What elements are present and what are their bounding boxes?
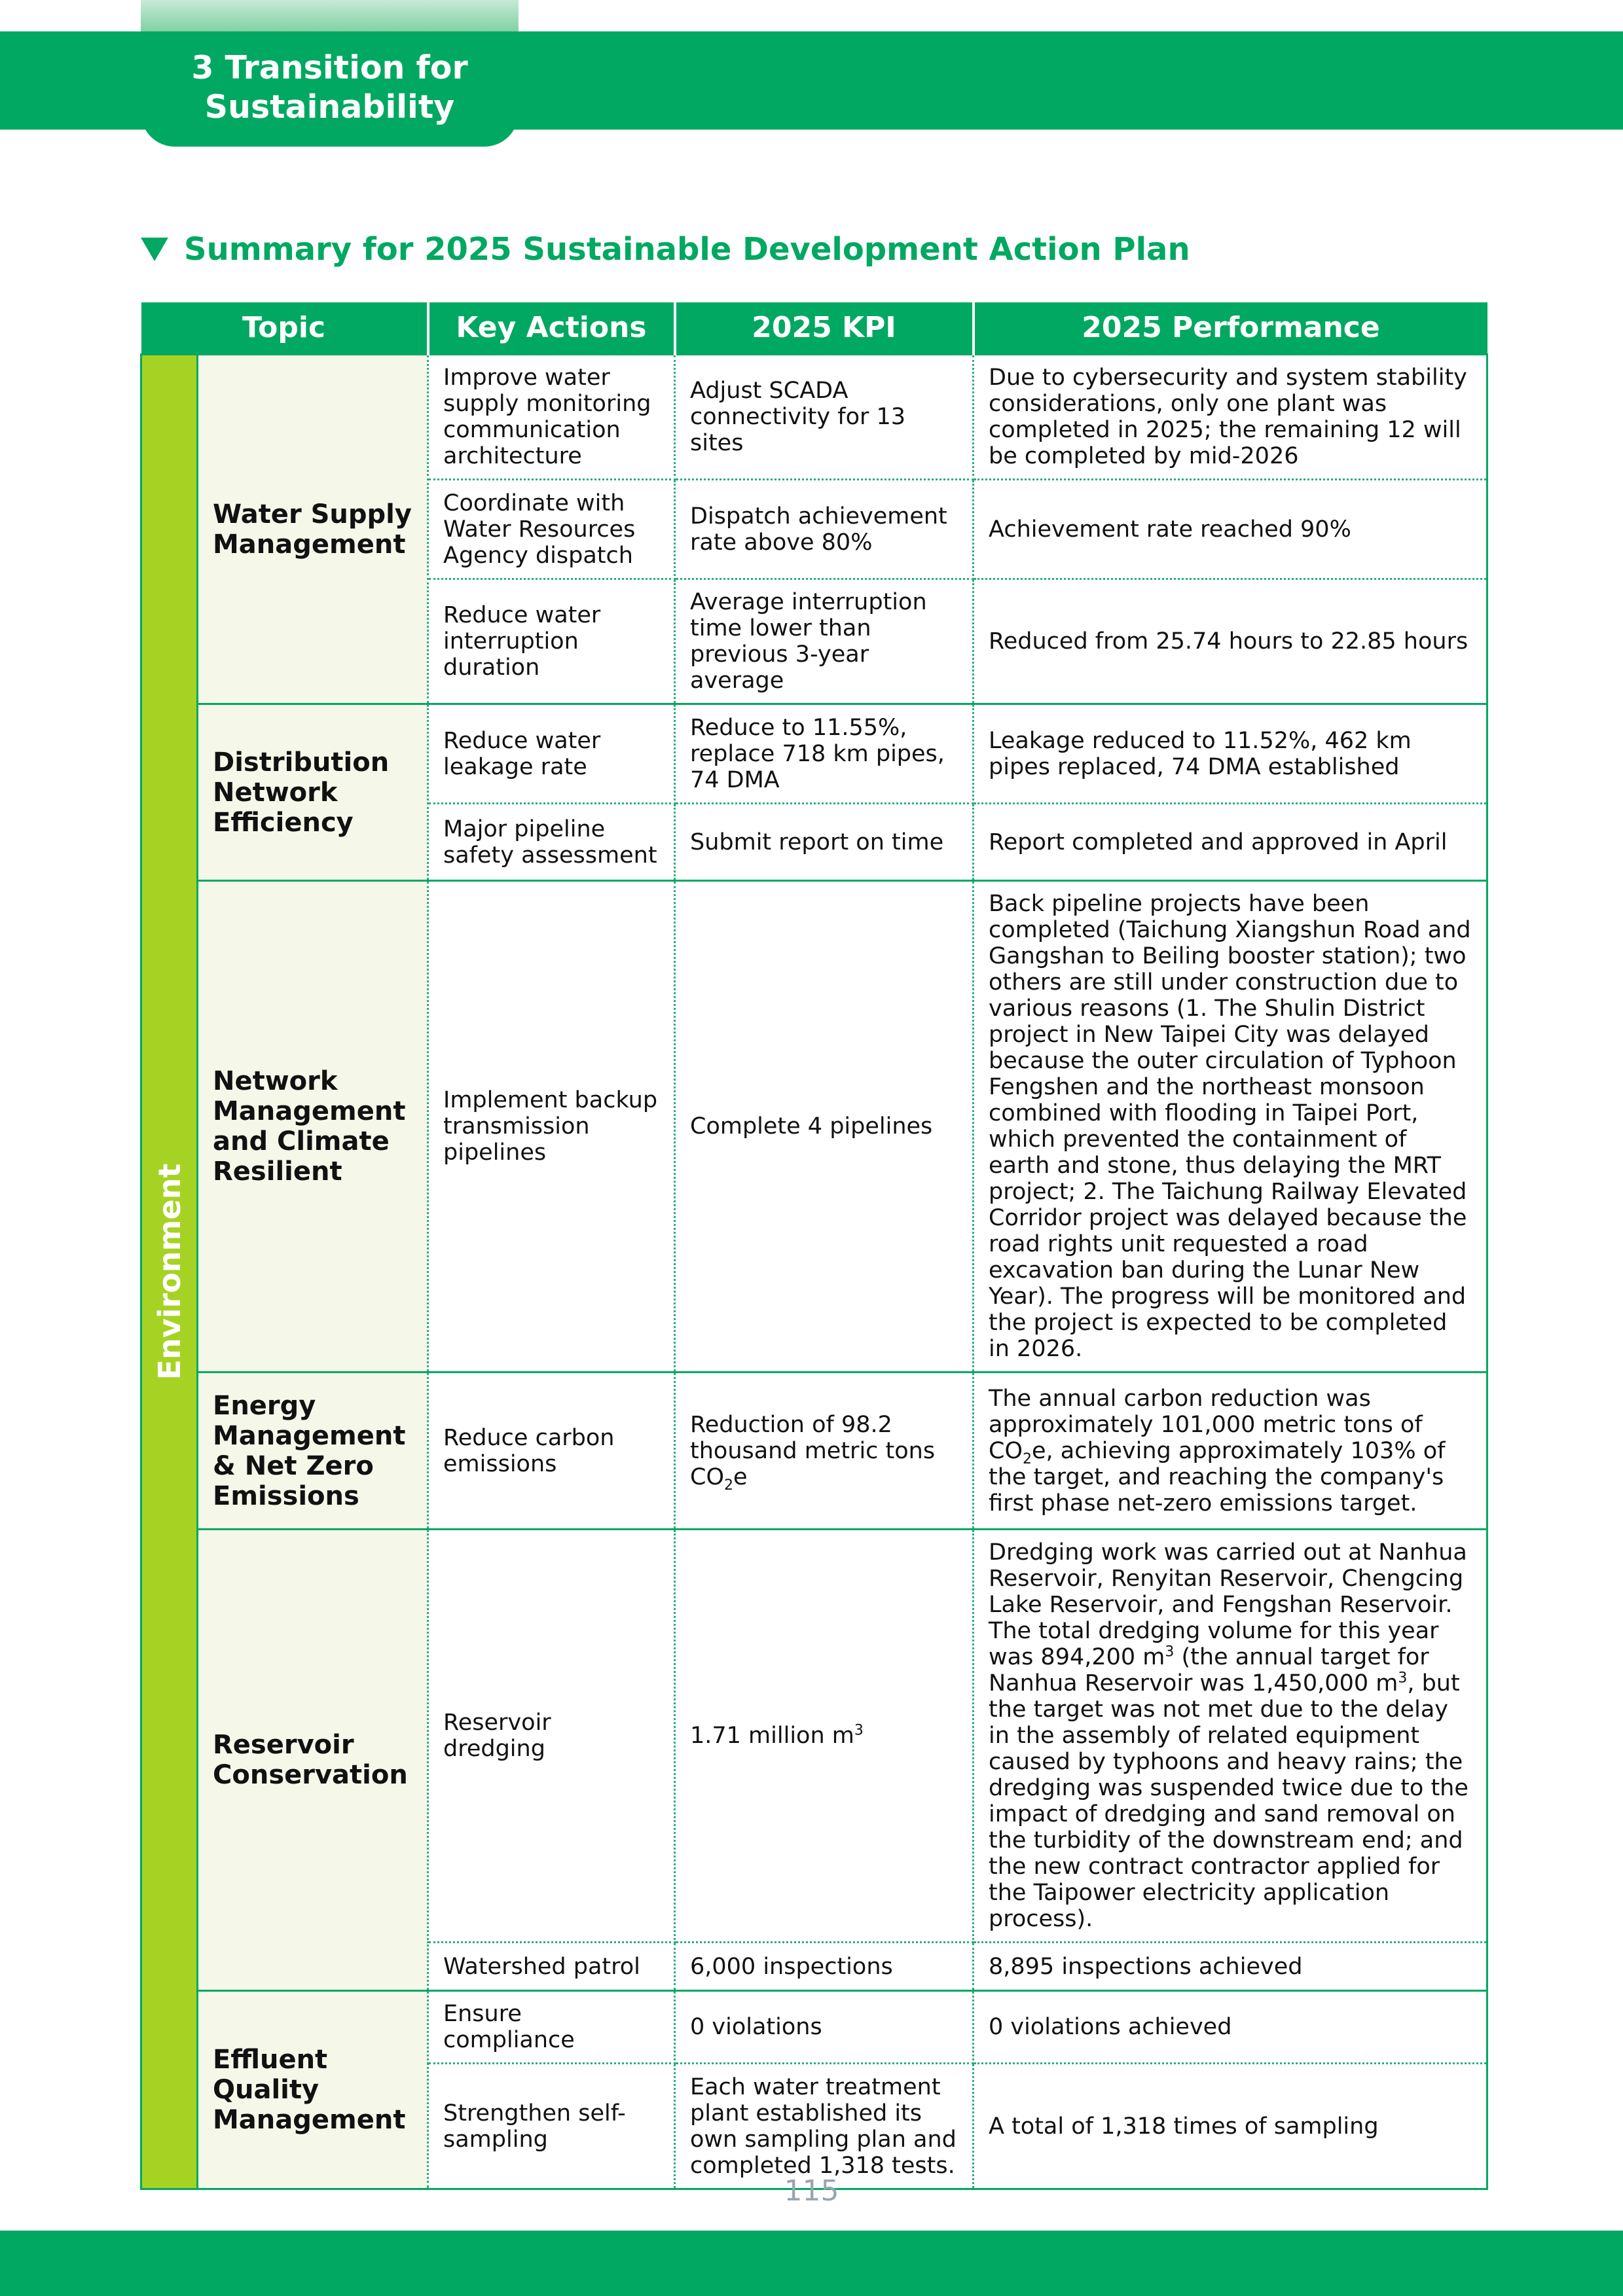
key-action-cell: Major pipeline safety assessment xyxy=(428,804,675,881)
performance-cell: Report completed and approved in April xyxy=(974,804,1487,881)
key-action-cell: Reduce water interruption duration xyxy=(428,579,675,704)
heading-text: Summary for 2025 Sustainable Development Action Plan xyxy=(184,231,1190,268)
kpi-cell: Dispatch achievement rate above 80% xyxy=(675,480,974,579)
category-label: Environment xyxy=(151,1163,187,1380)
table-row xyxy=(141,355,1487,480)
key-action-cell: Strengthen self-sampling xyxy=(428,2064,675,2189)
column-header-key-actions: Key Actions xyxy=(428,302,675,355)
action-plan-table xyxy=(140,302,1488,2190)
topic-energy-management: Energy Management & Net Zero Emissions xyxy=(198,1372,428,1530)
key-action-cell: Implement backup transmission pipelines xyxy=(428,881,675,1372)
performance-cell: Back pipeline projects have been completed (Taichung Xiangshun Road and Gangshan to Beiling booster station); two others are still under construction due to various reasons (1. The Shulin District project in New Taipei City was delayed because the outer circulation of Typhoon Fengshen and the northeast monsoon combined with flooding in Taipei Port, which prevented the containment of earth and stone, thus delaying the MRT project; 2. The Taichung Railway Elevated Corridor project was delayed because the road rights unit requested a road excavation ban during the Lunar New Year). The progress will be monitored and the project is expected to be completed in 2026. xyxy=(974,881,1487,1372)
section-tab xyxy=(141,31,519,147)
footer-band xyxy=(0,2231,1623,2296)
kpi-cell: Adjust SCADA connectivity for 13 sites xyxy=(675,355,974,480)
performance-cell: A total of 1,318 times of sampling xyxy=(974,2064,1487,2189)
column-header-kpi: 2025 KPI xyxy=(675,302,974,355)
performance-cell: Leakage reduced to 11.52%, 462 km pipes replaced, 74 DMA established xyxy=(974,704,1487,804)
section-title: 3 Transition for Sustainability xyxy=(191,49,468,126)
performance-cell: 8,895 inspections achieved xyxy=(974,1943,1487,1991)
table-row xyxy=(141,881,1487,1372)
kpi-cell: Complete 4 pipelines xyxy=(675,881,974,1372)
performance-cell: Achievement rate reached 90% xyxy=(974,480,1487,579)
category-cell-environment xyxy=(141,355,198,2189)
table-row xyxy=(141,1991,1487,2064)
kpi-cell: Reduction of 98.2 thousand metric tons $CO_2e$ xyxy=(675,1372,974,1530)
performance-cell: The annual carbon reduction was approximately 101,000 metric tons of $CO_2e$, achieving approximately 103% of the target, and reaching the company's first phase net-zero emissions target. xyxy=(974,1372,1487,1530)
kpi-cell: Submit report on time xyxy=(675,804,974,881)
kpi-cell: Reduce to 11.55%, replace 718 km pipes, 74 DMA xyxy=(675,704,974,804)
key-action-cell: Reservoir dredging xyxy=(428,1530,675,1943)
triangle-down-icon xyxy=(141,238,168,261)
column-header-topic: Topic xyxy=(141,302,428,355)
table-row xyxy=(141,704,1487,804)
topic-network-management: Network Management and Climate Resilient xyxy=(198,881,428,1372)
kpi-cell: Average interruption time lower than previous 3-year average xyxy=(675,579,974,704)
performance-cell: Dredging work was carried out at Nanhua Reservoir, Renyitan Reservoir, Chengcing Lake Reservoir, and Fengshan Reservoir. The total dredging volume for this year was 894,200 $m^3$ (the annual target for Nanhua Reservoir was 1,450,000 $m^3$, but the target was not met due to the delay in the assembly of related equipment caused by typhoons and heavy rains; the dredging was suspended twice due to the impact of dredging and sand removal on the turbidity of the downstream end; and the new contract contractor applied for the Taipower electricity application process). xyxy=(974,1530,1487,1943)
key-action-cell: Ensure compliance xyxy=(428,1991,675,2064)
key-action-cell: Reduce carbon emissions xyxy=(428,1372,675,1530)
key-action-cell: Watershed patrol xyxy=(428,1943,675,1991)
table-row xyxy=(141,1372,1487,1530)
section-heading xyxy=(141,226,1190,272)
topic-reservoir-conservation: Reservoir Conservation xyxy=(198,1530,428,1991)
performance-cell: Reduced from 25.74 hours to 22.85 hours xyxy=(974,579,1487,704)
topic-distribution-network: Distribution Network Efficiency xyxy=(198,704,428,881)
key-action-cell: Coordinate with Water Resources Agency dispatch xyxy=(428,480,675,579)
page-number: 115 xyxy=(784,2174,839,2208)
kpi-cell: Each water treatment plant established its own sampling plan and completed 1,318 tests. xyxy=(675,2064,974,2189)
kpi-cell: 0 violations xyxy=(675,1991,974,2064)
table-row xyxy=(141,1530,1487,1943)
key-action-cell: Reduce water leakage rate xyxy=(428,704,675,804)
performance-cell: 0 violations achieved xyxy=(974,1991,1487,2064)
table-header-row xyxy=(141,302,1487,355)
performance-cell: Due to cybersecurity and system stability considerations, only one plant was completed in 2025; the remaining 12 will be completed by mid-2026 xyxy=(974,355,1487,480)
kpi-cell: 1.71 million $m^3$ xyxy=(675,1530,974,1943)
topic-effluent-quality: Effluent Quality Management xyxy=(198,1991,428,2189)
column-header-performance: 2025 Performance xyxy=(974,302,1487,355)
key-action-cell: Improve water supply monitoring communication architecture xyxy=(428,355,675,480)
header-tab-highlight xyxy=(141,0,519,33)
topic-water-supply: Water Supply Management xyxy=(198,355,428,704)
kpi-cell: 6,000 inspections xyxy=(675,1943,974,1991)
